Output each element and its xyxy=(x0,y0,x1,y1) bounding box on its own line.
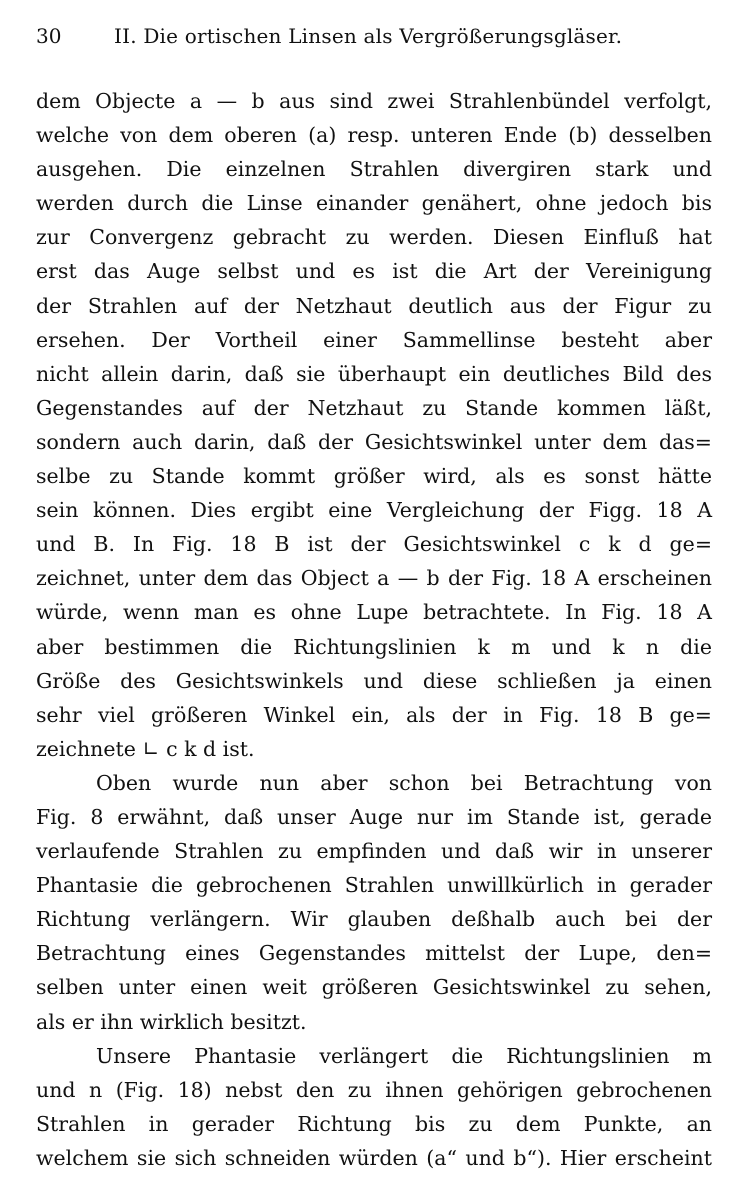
paragraph-3 xyxy=(36,1039,712,1175)
text-line: Größe des Gesichtswinkels und diese schließen ja einen xyxy=(36,668,712,693)
text-line: selben unter einen weit größeren Gesichtswinkel zu sehen, xyxy=(36,975,712,1000)
book-page xyxy=(36,18,712,1175)
text-line: ersehen. Der Vortheil einer Sammellinse besteht aber xyxy=(36,327,712,352)
text-line: und B. In Fig. 18 B ist der Gesichtswinkel c k d ge= xyxy=(36,532,712,557)
text-line: sehr viel größeren Winkel ein, als der in Fig. 18 B ge= xyxy=(36,702,712,727)
text-line: zur Convergenz gebracht zu werden. Diesen Einfluß hat xyxy=(36,225,712,250)
text-line: Betrachtung eines Gegenstandes mittelst der Lupe, den= xyxy=(36,941,712,966)
page-number: 30 xyxy=(36,24,62,48)
text-line: erst das Auge selbst und es ist die Art der Vereinigung xyxy=(36,259,712,284)
text-line: nicht allein darin, daß sie überhaupt ein deutliches Bild des xyxy=(36,361,712,386)
text-line: Phantasie die gebrochenen Strahlen unwillkürlich in gerader xyxy=(36,873,712,898)
text-line: Fig. 8 erwähnt, daß unser Auge nur im Stande ist, gerade xyxy=(36,804,712,829)
text-line: und n (Fig. 18) nebst den zu ihnen gehörigen gebrochenen xyxy=(36,1077,712,1102)
text-line: als er ihn wirklich besitzt. xyxy=(36,1009,307,1034)
paragraph-2 xyxy=(36,766,712,1039)
text-line: werden durch die Linse einander genähert, ohne jedoch bis xyxy=(36,191,712,216)
text-line: Strahlen in gerader Richtung bis zu dem Punkte, an xyxy=(36,1111,712,1136)
text-line: zeichnete ∟ c k d ist. xyxy=(36,736,255,761)
text-line: Richtung verlängern. Wir glauben deßhalb auch bei der xyxy=(36,907,712,932)
text-line: welchem sie sich schneiden würden (a“ und b“). Hier erscheint xyxy=(36,1145,712,1170)
text-line: welche von dem oberen (a) resp. unteren Ende (b) desselben xyxy=(36,123,712,148)
text-line: würde, wenn man es ohne Lupe betrachtete. In Fig. 18 A xyxy=(36,600,712,625)
text-line: zeichnet, unter dem das Object a — b der Fig. 18 A erscheinen xyxy=(36,566,712,591)
paragraph-1 xyxy=(36,84,712,766)
running-head: II. Die ortischen Linsen als Vergrößerungsgläser. xyxy=(114,24,623,48)
text-line: Unsere Phantasie verlängert die Richtungslinien m xyxy=(96,1043,712,1068)
text-line: sein können. Dies ergibt eine Vergleichung der Figg. 18 A xyxy=(36,498,712,523)
text-line: der Strahlen auf der Netzhaut deutlich aus der Figur zu xyxy=(36,293,712,318)
text-line: Oben wurde nun aber schon bei Betrachtung von xyxy=(96,770,712,795)
text-line: verlaufende Strahlen zu empfinden und daß wir in unserer xyxy=(36,839,712,864)
text-line: Gegenstandes auf der Netzhaut zu Stande kommen läßt, xyxy=(36,395,712,420)
page-header xyxy=(36,18,712,54)
text-line: sondern auch darin, daß der Gesichtswinkel unter dem das= xyxy=(36,429,712,454)
text-line: ausgehen. Die einzelnen Strahlen divergiren stark und xyxy=(36,157,712,182)
text-line: aber bestimmen die Richtungslinien k m und k n die xyxy=(36,634,712,659)
text-line: selbe zu Stande kommt größer wird, als es sonst hätte xyxy=(36,464,712,489)
body-text xyxy=(36,84,712,1175)
text-line: dem Objecte a — b aus sind zwei Strahlenbündel verfolgt, xyxy=(36,89,712,113)
